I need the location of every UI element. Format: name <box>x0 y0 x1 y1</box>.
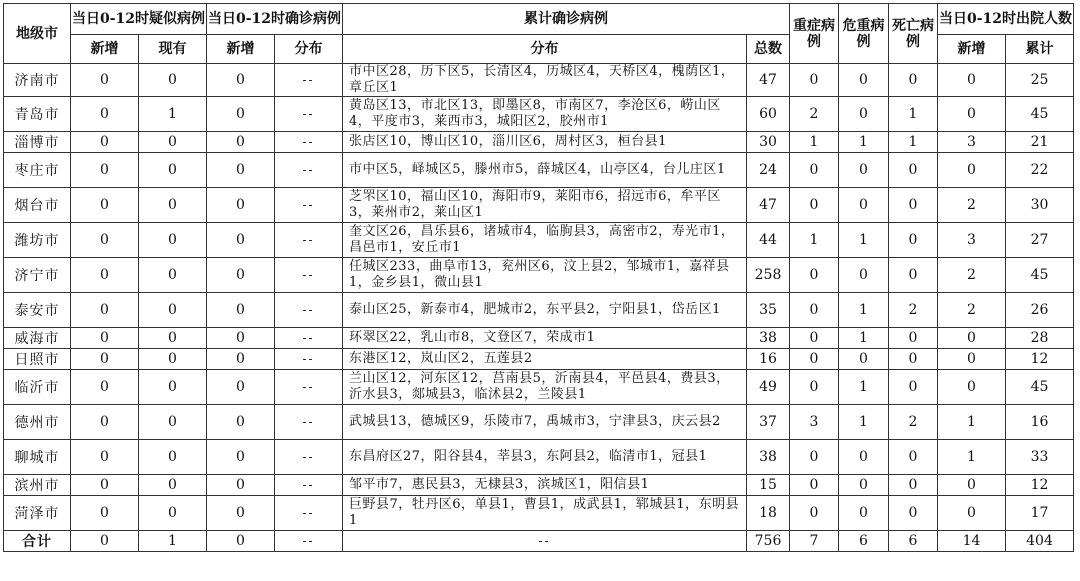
suspected-new-cell: 0 <box>71 188 139 223</box>
discharged-new-cell: 3 <box>938 223 1006 258</box>
confirmed-distribution-header: 分布 <box>275 35 343 64</box>
cumulative-distribution-cell: 东昌府区27，阳谷县4，莘县3，东阿县2，临清市1，冠县1 <box>343 440 747 475</box>
suspected-new-cell: 0 <box>71 405 139 440</box>
death-cell: 0 <box>889 153 938 188</box>
city-name: 枣庄市 <box>4 153 71 188</box>
critical-cell: 1 <box>839 132 889 153</box>
discharged-new-total: 14 <box>938 531 1006 552</box>
city-name: 日照市 <box>4 349 71 370</box>
critical-total: 6 <box>839 531 889 552</box>
cumulative-total-cell: 30 <box>747 132 790 153</box>
severe-header: 重症病例 <box>790 4 839 64</box>
cumulative-distribution-header: 分布 <box>343 35 747 64</box>
critical-cell: 1 <box>839 223 889 258</box>
suspected-new-cell: 0 <box>71 370 139 405</box>
cumulative-total-cell: 35 <box>747 293 790 328</box>
death-cell: 1 <box>889 132 938 153</box>
cumulative-distribution-total: -- <box>343 531 747 552</box>
confirmed-distribution-cell: -- <box>275 475 343 496</box>
table-row <box>4 440 1074 475</box>
confirmed-new-cell: 0 <box>207 405 275 440</box>
discharged-cumulative-cell: 45 <box>1006 258 1074 293</box>
suspected-current-cell: 0 <box>139 328 207 349</box>
cumulative-total-sum: 756 <box>747 531 790 552</box>
confirmed-distribution-cell: -- <box>275 405 343 440</box>
critical-cell: 1 <box>839 293 889 328</box>
confirmed-distribution-cell: -- <box>275 293 343 328</box>
severe-cell: 0 <box>790 440 839 475</box>
confirmed-new-cell: 0 <box>207 349 275 370</box>
table-row <box>4 188 1074 223</box>
discharged-new-cell: 1 <box>938 405 1006 440</box>
discharged-cumulative-cell: 30 <box>1006 188 1074 223</box>
suspected-new-cell: 0 <box>71 97 139 132</box>
city-name: 烟台市 <box>4 188 71 223</box>
cumulative-distribution-cell: 东港区12，岚山区2，五莲县2 <box>343 349 747 370</box>
confirmed-distribution-cell: -- <box>275 349 343 370</box>
severe-cell: 0 <box>790 293 839 328</box>
discharged-new-cell: 0 <box>938 328 1006 349</box>
critical-cell: 0 <box>839 64 889 97</box>
death-cell: 0 <box>889 223 938 258</box>
discharged-cumulative-cell: 33 <box>1006 440 1074 475</box>
critical-cell: 0 <box>839 153 889 188</box>
cumulative-total-cell: 15 <box>747 475 790 496</box>
city-name: 菏泽市 <box>4 496 71 531</box>
suspected-current-cell: 0 <box>139 132 207 153</box>
discharged-new-cell: 0 <box>938 349 1006 370</box>
suspected-new-cell: 0 <box>71 132 139 153</box>
confirmed-distribution-cell: -- <box>275 258 343 293</box>
severe-cell: 1 <box>790 223 839 258</box>
severe-cell: 0 <box>790 475 839 496</box>
critical-cell: 0 <box>839 258 889 293</box>
confirmed-new-cell: 0 <box>207 258 275 293</box>
city-name: 济宁市 <box>4 258 71 293</box>
confirmed-new-cell: 0 <box>207 64 275 97</box>
suspected-current-cell: 0 <box>139 223 207 258</box>
discharged-cumulative-header: 累计 <box>1006 35 1074 64</box>
suspected-current-cell: 0 <box>139 188 207 223</box>
discharged-new-cell: 0 <box>938 370 1006 405</box>
severe-cell: 0 <box>790 153 839 188</box>
city-name: 青岛市 <box>4 97 71 132</box>
suspected-current-cell: 0 <box>139 64 207 97</box>
cumulative-distribution-cell: 市中区28，历下区5，长清区4，历城区4，天桥区4，槐荫区1，章丘区1 <box>343 64 747 97</box>
table-row <box>4 349 1074 370</box>
cumulative-total-cell: 60 <box>747 97 790 132</box>
discharged-new-cell: 0 <box>938 64 1006 97</box>
death-cell: 2 <box>889 293 938 328</box>
death-cell: 0 <box>889 188 938 223</box>
suspected-current-cell: 0 <box>139 153 207 188</box>
confirmed-distribution-cell: -- <box>275 370 343 405</box>
table-row <box>4 496 1074 531</box>
discharged-cumulative-cell: 28 <box>1006 328 1074 349</box>
suspected-current-cell: 0 <box>139 496 207 531</box>
cumulative-total-cell: 18 <box>747 496 790 531</box>
severe-cell: 0 <box>790 258 839 293</box>
discharged-cumulative-cell: 26 <box>1006 293 1074 328</box>
suspected-current-cell: 0 <box>139 475 207 496</box>
death-cell: 0 <box>889 440 938 475</box>
severe-cell: 0 <box>790 64 839 97</box>
critical-header: 危重病例 <box>839 4 889 64</box>
report-table-container <box>3 3 1074 552</box>
city-name: 滨州市 <box>4 475 71 496</box>
severe-cell: 2 <box>790 97 839 132</box>
table-row <box>4 293 1074 328</box>
suspected-current-cell: 1 <box>139 97 207 132</box>
discharged-cumulative-cell: 12 <box>1006 349 1074 370</box>
discharged-cumulative-cell: 45 <box>1006 370 1074 405</box>
cumulative-total-cell: 37 <box>747 405 790 440</box>
confirmed-new-cell: 0 <box>207 440 275 475</box>
table-row <box>4 405 1074 440</box>
suspected-current-header: 现有 <box>139 35 207 64</box>
confirmed-distribution-cell: -- <box>275 188 343 223</box>
confirmed-new-cell: 0 <box>207 496 275 531</box>
cumulative-distribution-cell: 邹平市7，惠民县3，无棣县3，滨城区1，阳信县1 <box>343 475 747 496</box>
discharged-cumulative-cell: 27 <box>1006 223 1074 258</box>
discharged-new-header: 新增 <box>938 35 1006 64</box>
discharged-new-cell: 0 <box>938 97 1006 132</box>
confirmed-distribution-cell: -- <box>275 440 343 475</box>
table-row <box>4 223 1074 258</box>
confirmed-distribution-cell: -- <box>275 97 343 132</box>
severe-cell: 0 <box>790 349 839 370</box>
confirmed-distribution-total: -- <box>275 531 343 552</box>
critical-cell: 0 <box>839 496 889 531</box>
critical-cell: 0 <box>839 349 889 370</box>
table-row <box>4 132 1074 153</box>
confirmed-distribution-cell: -- <box>275 496 343 531</box>
suspected-current-cell: 0 <box>139 405 207 440</box>
severe-cell: 0 <box>790 496 839 531</box>
city-name: 威海市 <box>4 328 71 349</box>
table-row <box>4 328 1074 349</box>
city-name: 聊城市 <box>4 440 71 475</box>
city-name: 泰安市 <box>4 293 71 328</box>
suspected-new-cell: 0 <box>71 328 139 349</box>
cumulative-distribution-cell: 任城区233，曲阜市13，兖州区6，汶上县2，邹城市1，嘉祥县1，金乡县1，微山县1 <box>343 258 747 293</box>
city-name: 淄博市 <box>4 132 71 153</box>
confirmed-distribution-cell: -- <box>275 153 343 188</box>
table-row <box>4 258 1074 293</box>
confirmed-new-cell: 0 <box>207 188 275 223</box>
death-cell: 0 <box>889 349 938 370</box>
suspected-current-cell: 0 <box>139 370 207 405</box>
death-cell: 1 <box>889 97 938 132</box>
cumulative-total-cell: 38 <box>747 328 790 349</box>
suspected-new-header: 新增 <box>71 35 139 64</box>
death-cell: 0 <box>889 64 938 97</box>
severe-cell: 1 <box>790 132 839 153</box>
discharged-cumulative-cell: 45 <box>1006 97 1074 132</box>
cumulative-distribution-cell: 泰山区25，新泰市4，肥城市2，东平县2，宁阳县1，岱岳区1 <box>343 293 747 328</box>
confirmed-new-header: 新增 <box>207 35 275 64</box>
suspected-new-cell: 0 <box>71 496 139 531</box>
cumulative-distribution-cell: 环翠区22，乳山市8，文登区7，荣成市1 <box>343 328 747 349</box>
confirmed-distribution-cell: -- <box>275 223 343 258</box>
suspected-new-cell: 0 <box>71 349 139 370</box>
critical-cell: 0 <box>839 188 889 223</box>
suspected-new-total: 0 <box>71 531 139 552</box>
suspected-new-cell: 0 <box>71 153 139 188</box>
cumulative-total-cell: 44 <box>747 223 790 258</box>
critical-cell: 1 <box>839 328 889 349</box>
cumulative-distribution-cell: 兰山区12，河东区12，莒南县5，沂南县4，平邑县4，费县3，沂水县3，郯城县3，临沭县2，兰陵县1 <box>343 370 747 405</box>
city-name: 潍坊市 <box>4 223 71 258</box>
death-cell: 2 <box>889 405 938 440</box>
confirmed-group-header: 当日0-12时确诊病例 <box>207 4 343 35</box>
suspected-new-cell: 0 <box>71 440 139 475</box>
suspected-new-cell: 0 <box>71 223 139 258</box>
city-name: 济南市 <box>4 64 71 97</box>
suspected-group-header: 当日0-12时疑似病例 <box>71 4 207 35</box>
cumulative-total-cell: 24 <box>747 153 790 188</box>
cumulative-total-cell: 47 <box>747 64 790 97</box>
city-name: 临沂市 <box>4 370 71 405</box>
discharged-new-cell: 3 <box>938 132 1006 153</box>
severe-cell: 0 <box>790 370 839 405</box>
severe-total: 7 <box>790 531 839 552</box>
cumulative-distribution-cell: 武城县13，德城区9，乐陵市7，禹城市3，宁津县3，庆云县2 <box>343 405 747 440</box>
cumulative-total-cell: 49 <box>747 370 790 405</box>
table-row <box>4 370 1074 405</box>
severe-cell: 3 <box>790 405 839 440</box>
discharged-cumulative-cell: 25 <box>1006 64 1074 97</box>
table-row <box>4 153 1074 188</box>
confirmed-new-cell: 0 <box>207 370 275 405</box>
confirmed-new-total: 0 <box>207 531 275 552</box>
suspected-new-cell: 0 <box>71 475 139 496</box>
discharged-new-cell: 0 <box>938 496 1006 531</box>
confirmed-new-cell: 0 <box>207 475 275 496</box>
cumulative-total-cell: 258 <box>747 258 790 293</box>
discharged-new-cell: 2 <box>938 188 1006 223</box>
confirmed-new-cell: 0 <box>207 293 275 328</box>
suspected-current-total: 1 <box>139 531 207 552</box>
confirmed-distribution-cell: -- <box>275 64 343 97</box>
cumulative-distribution-cell: 张店区10，博山区10，淄川区6，周村区3，桓台县1 <box>343 132 747 153</box>
confirmed-new-cell: 0 <box>207 153 275 188</box>
discharged-new-cell: 0 <box>938 475 1006 496</box>
suspected-current-cell: 0 <box>139 349 207 370</box>
cumulative-distribution-cell: 巨野县7，牡丹区6，单县1，曹县1，成武县1，郓城县1，东明县1 <box>343 496 747 531</box>
death-cell: 0 <box>889 258 938 293</box>
discharged-new-cell: 1 <box>938 440 1006 475</box>
discharged-cumulative-cell: 12 <box>1006 475 1074 496</box>
city-header: 地级市 <box>4 4 71 64</box>
severe-cell: 0 <box>790 188 839 223</box>
confirmed-distribution-cell: -- <box>275 328 343 349</box>
cumulative-distribution-cell: 市中区5，峄城区5，滕州市5，薛城区4，山亭区4，台儿庄区1 <box>343 153 747 188</box>
discharged-new-cell: 2 <box>938 293 1006 328</box>
suspected-new-cell: 0 <box>71 258 139 293</box>
discharged-new-cell: 0 <box>938 153 1006 188</box>
discharged-cumulative-total: 404 <box>1006 531 1074 552</box>
discharged-new-cell: 2 <box>938 258 1006 293</box>
confirmed-new-cell: 0 <box>207 132 275 153</box>
critical-cell: 0 <box>839 97 889 132</box>
critical-cell: 1 <box>839 405 889 440</box>
confirmed-new-cell: 0 <box>207 97 275 132</box>
table-row <box>4 97 1074 132</box>
death-cell: 0 <box>889 475 938 496</box>
critical-cell: 1 <box>839 370 889 405</box>
cumulative-total-header: 总数 <box>747 35 790 64</box>
city-name: 德州市 <box>4 405 71 440</box>
suspected-new-cell: 0 <box>71 293 139 328</box>
discharged-cumulative-cell: 16 <box>1006 405 1074 440</box>
death-header: 死亡病例 <box>889 4 938 64</box>
critical-cell: 0 <box>839 475 889 496</box>
suspected-new-cell: 0 <box>71 64 139 97</box>
cumulative-group-header: 累计确诊病例 <box>343 4 790 35</box>
total-label: 合计 <box>4 531 71 552</box>
total-row <box>4 531 1074 552</box>
severe-cell: 0 <box>790 328 839 349</box>
death-cell: 0 <box>889 328 938 349</box>
death-cell: 0 <box>889 370 938 405</box>
death-cell: 0 <box>889 496 938 531</box>
cumulative-distribution-cell: 奎文区26，昌乐县6，诸城市4，临朐县3，高密市2，寿光市1，昌邑市1，安丘市1 <box>343 223 747 258</box>
critical-cell: 0 <box>839 440 889 475</box>
discharged-cumulative-cell: 17 <box>1006 496 1074 531</box>
cumulative-total-cell: 38 <box>747 440 790 475</box>
cumulative-total-cell: 47 <box>747 188 790 223</box>
cumulative-distribution-cell: 芝罘区10，福山区10，海阳市9，莱阳市6，招远市6，牟平区3，莱州市2，莱山区1 <box>343 188 747 223</box>
confirmed-new-cell: 0 <box>207 223 275 258</box>
discharged-cumulative-cell: 22 <box>1006 153 1074 188</box>
confirmed-new-cell: 0 <box>207 328 275 349</box>
suspected-current-cell: 0 <box>139 258 207 293</box>
discharged-cumulative-cell: 21 <box>1006 132 1074 153</box>
confirmed-distribution-cell: -- <box>275 132 343 153</box>
suspected-current-cell: 0 <box>139 440 207 475</box>
cumulative-total-cell: 16 <box>747 349 790 370</box>
table-row <box>4 64 1074 97</box>
death-total: 6 <box>889 531 938 552</box>
city-case-table <box>3 3 1074 552</box>
cumulative-distribution-cell: 黄岛区13，市北区13，即墨区8，市南区7，李沧区6，崂山区4，平度市3，莱西市3，城阳区2，胶州市1 <box>343 97 747 132</box>
suspected-current-cell: 0 <box>139 293 207 328</box>
table-row <box>4 475 1074 496</box>
discharged-group-header: 当日0-12时出院人数 <box>938 4 1074 35</box>
